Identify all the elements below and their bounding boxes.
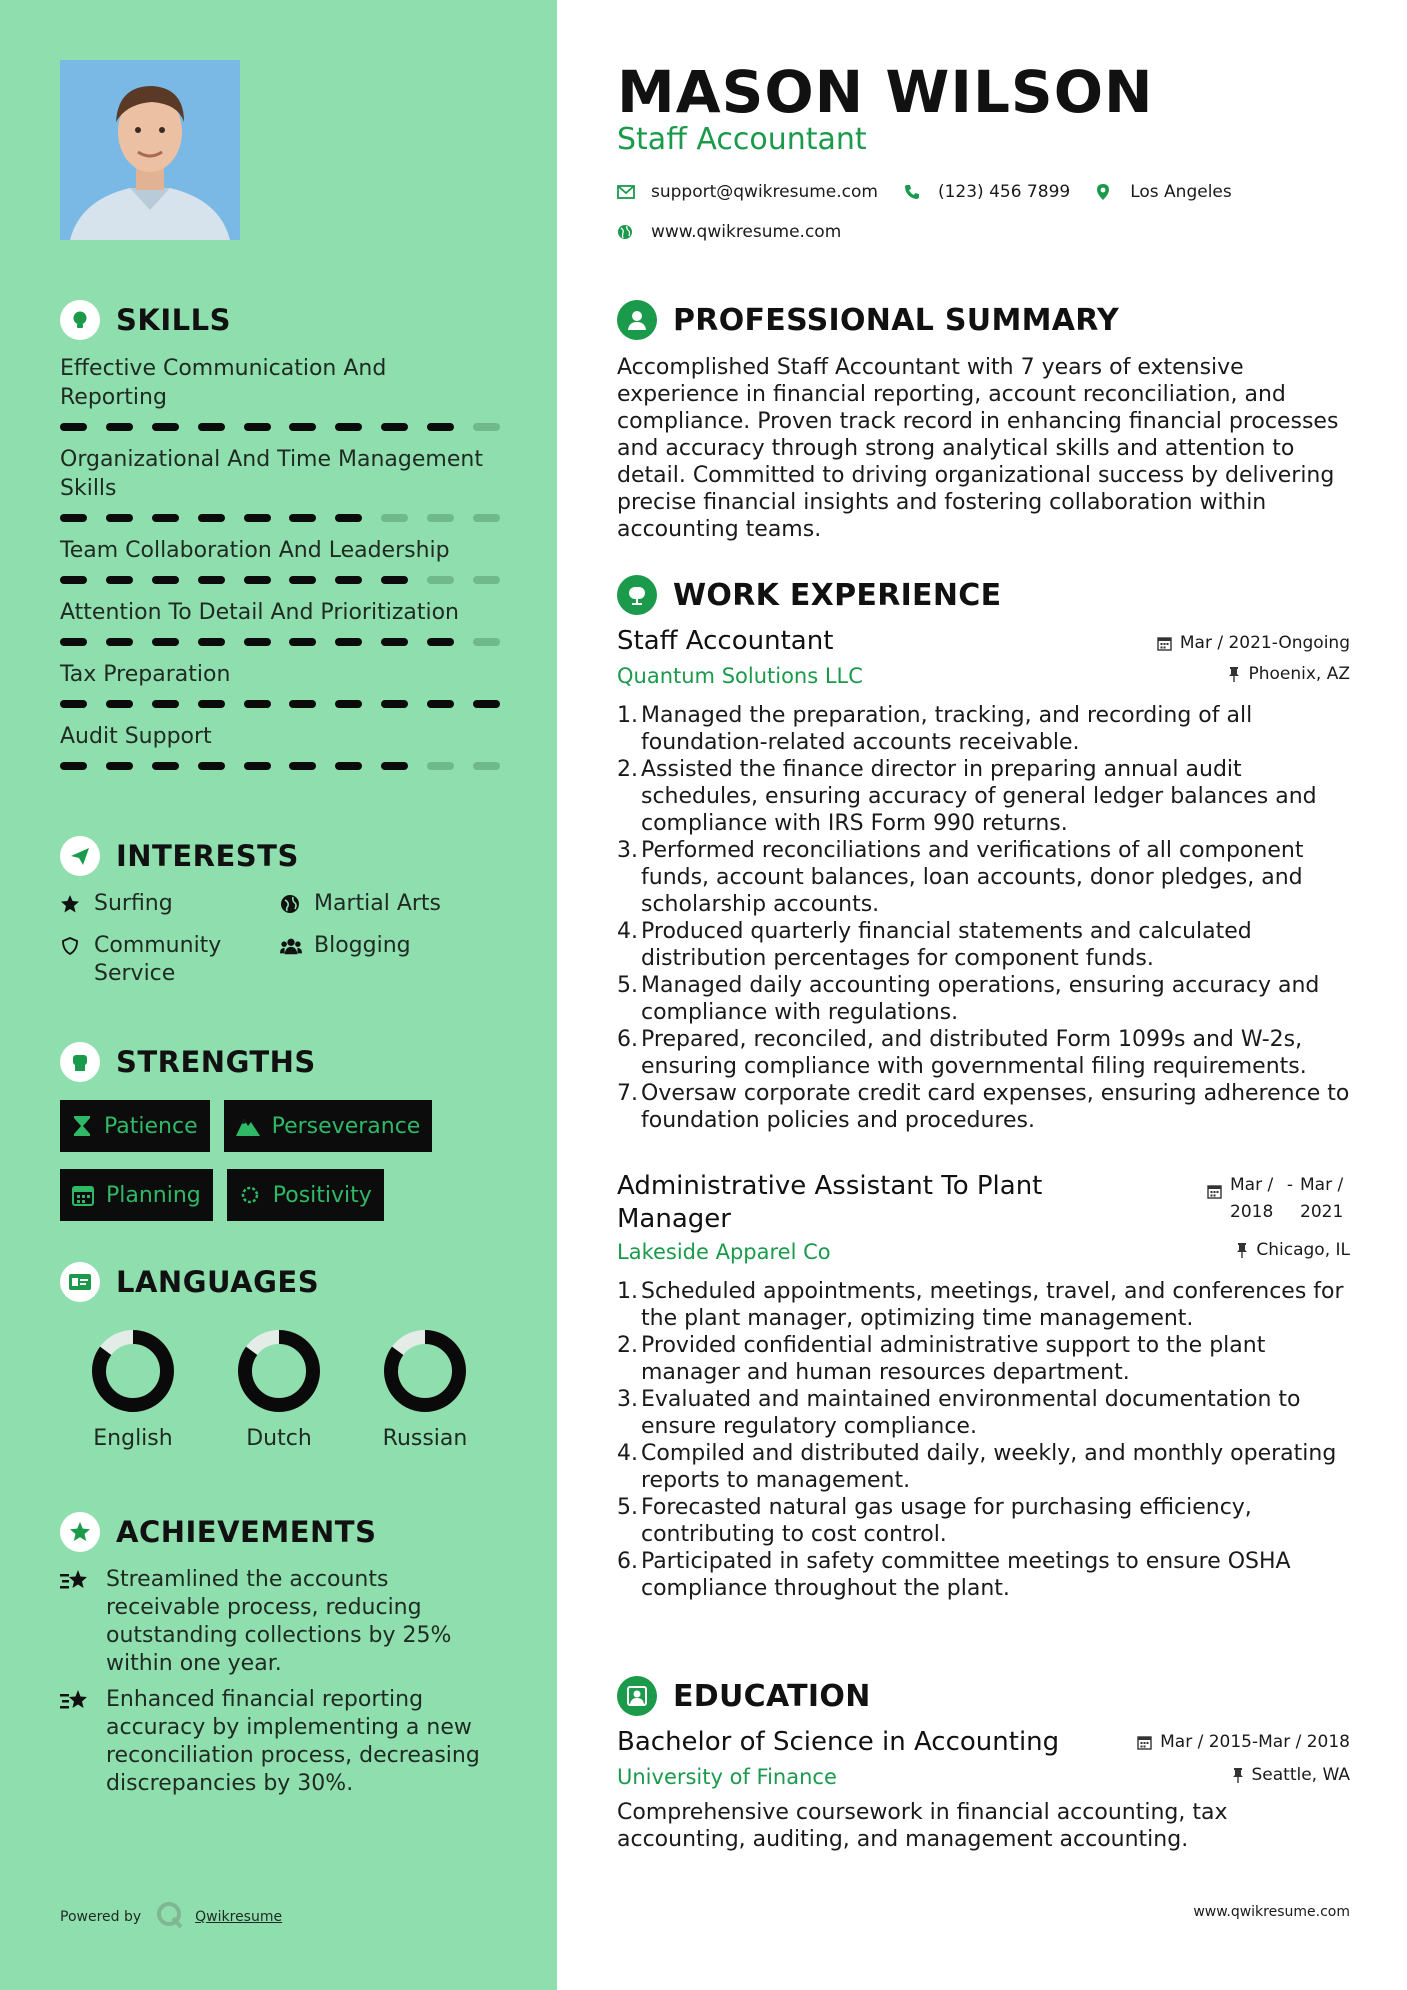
skill-level-dash bbox=[106, 514, 133, 522]
job-location: Phoenix, AZ bbox=[1248, 664, 1350, 684]
skill-level-dash bbox=[198, 762, 225, 770]
graduation-icon bbox=[617, 1676, 657, 1716]
calendar-icon bbox=[1207, 1181, 1222, 1208]
skill-level-dash bbox=[244, 700, 271, 708]
skill-level-dash bbox=[106, 576, 133, 584]
skill-level-dash bbox=[427, 762, 454, 770]
degree-name: Bachelor of Science in Accounting bbox=[617, 1727, 1060, 1757]
shield-icon bbox=[60, 932, 82, 960]
language-item bbox=[206, 1328, 352, 1451]
email-contact[interactable]: support@qwikresume.com bbox=[617, 182, 878, 202]
skill-level-dash bbox=[60, 700, 87, 708]
calendar-icon bbox=[72, 1184, 94, 1206]
bullet-item: 2. Provided confidential administrative support to the plant manager and human resources department. bbox=[617, 1333, 1266, 1385]
summary-text: Accomplished Staff Accountant with 7 years of extensive experience in financial reporting, account reconciliation, and compliance. Proven track record in enhancing financial processes and accuracy through strong analytical skills and attention to detail. Committed to driving organizational success by delivering precise financial insights and fostering collaboration within accounting teams. bbox=[617, 355, 1339, 542]
bullet-item: 5. Forecasted natural gas usage for purchasing efficiency, contributing to cost control. bbox=[617, 1495, 1252, 1547]
skill-level-dash bbox=[244, 514, 271, 522]
language-item bbox=[60, 1328, 206, 1451]
pushpin-icon bbox=[1232, 1767, 1244, 1783]
skills-section bbox=[60, 300, 500, 770]
skill-item bbox=[60, 354, 500, 431]
skill-item bbox=[60, 598, 500, 646]
qwikresume-link[interactable]: Qwikresume bbox=[195, 1909, 283, 1925]
skill-level-dash bbox=[106, 638, 133, 646]
candidate-name: MASON WILSON bbox=[617, 58, 1154, 126]
hourglass-icon bbox=[72, 1115, 92, 1137]
job-position: Staff Accountant bbox=[617, 626, 834, 656]
skill-level-dash bbox=[289, 576, 316, 584]
skill-level-dash bbox=[106, 762, 133, 770]
language-item bbox=[352, 1328, 498, 1451]
skill-level-dash bbox=[60, 762, 87, 770]
skill-level-dash bbox=[289, 638, 316, 646]
skill-name: Attention To Detail And Prioritization bbox=[60, 600, 459, 625]
bullet-item: 6. Participated in safety committee meetings to ensure OSHA compliance throughout the plant. bbox=[617, 1549, 1291, 1601]
education-dates: Mar / 2015-Mar / 2018 bbox=[1160, 1732, 1350, 1752]
skill-level-dash bbox=[335, 576, 362, 584]
interests-heading: INTERESTS bbox=[116, 839, 299, 873]
achievements-heading: ACHIEVEMENTS bbox=[116, 1515, 377, 1549]
language-proficiency-ring bbox=[90, 1328, 176, 1414]
language-proficiency-ring bbox=[236, 1328, 322, 1414]
skill-name: Effective Communication And Reporting bbox=[60, 356, 387, 410]
interest-item: Surfing bbox=[60, 890, 280, 918]
skill-level-bar bbox=[60, 762, 500, 770]
achievement-item: Streamlined the accounts receivable process, reducing outstanding collections by 25% within one year. bbox=[60, 1566, 500, 1678]
skill-level-dash bbox=[473, 700, 500, 708]
profile-photo bbox=[60, 60, 240, 240]
shooting-star-icon bbox=[60, 1686, 92, 1798]
skill-level-dash bbox=[381, 514, 408, 522]
company-name: Lakeside Apparel Co bbox=[617, 1240, 831, 1264]
skill-level-dash bbox=[473, 514, 500, 522]
skill-name: Team Collaboration And Leadership bbox=[60, 538, 450, 563]
briefcase-icon bbox=[617, 575, 657, 615]
skill-level-bar bbox=[60, 700, 500, 708]
job-entry: Administrative Assistant To Plant Manager Mar / 2018 - Mar / 2021 Lakeside Apparel Co Chicago, IL 1. Scheduled appointments, meetings, travel, and conferences for the plant manager, optimizing time management. 2. Provided confidential administrative support to the plant manager and human resources department. 3. Evaluated and maintained environmental documentation to ensure regulatory compliance. 4. Compiled and distributed daily, weekly, and monthly operating reports to management. 5. Forecasted natural gas usage for purchasing efficiency, contributing to cost control. 6. Participated in safety committee meetings to ensure OSHA compliance throughout the plant. bbox=[617, 1171, 1350, 1601]
skill-level-bar bbox=[60, 423, 500, 431]
strengths-heading: STRENGTHS bbox=[116, 1045, 316, 1079]
skill-level-dash bbox=[427, 638, 454, 646]
language-name: Dutch bbox=[246, 1426, 312, 1451]
bullet-item: 1. Managed the preparation, tracking, and recording of all foundation-related accounts receivable. bbox=[617, 703, 1253, 755]
skill-level-dash bbox=[473, 576, 500, 584]
job-dates: Mar / 2021-Ongoing bbox=[1179, 633, 1350, 653]
skill-item bbox=[60, 536, 500, 584]
fist-icon bbox=[60, 1042, 100, 1082]
bullet-item: 3. Performed reconciliations and verifications of all component funds, account balances, loan accounts, donor pledges, and scholarship accounts. bbox=[617, 838, 1304, 917]
skill-item bbox=[60, 722, 500, 770]
languages-heading: LANGUAGES bbox=[116, 1265, 320, 1299]
skill-level-dash bbox=[198, 638, 225, 646]
user-icon bbox=[617, 300, 657, 340]
skill-level-dash bbox=[198, 700, 225, 708]
skill-level-dash bbox=[289, 762, 316, 770]
strength-chip: Patience bbox=[60, 1100, 210, 1152]
job-end-date: Mar / 2021 bbox=[1300, 1175, 1344, 1222]
bullet-item: 4. Compiled and distributed daily, weekly, and monthly operating reports to management. bbox=[617, 1441, 1337, 1493]
skill-level-dash bbox=[427, 423, 454, 431]
interest-item: Community Service bbox=[60, 932, 280, 988]
envelope-icon bbox=[617, 185, 637, 199]
languages-section bbox=[60, 1262, 500, 1451]
job-start-date: Mar / 2018 bbox=[1230, 1175, 1274, 1222]
summary-section bbox=[617, 298, 1350, 543]
skill-level-dash bbox=[60, 423, 87, 431]
calendar-icon bbox=[1137, 1735, 1152, 1750]
skill-level-dash bbox=[60, 514, 87, 522]
skill-level-dash bbox=[106, 700, 133, 708]
qwikresume-logo-icon bbox=[155, 1900, 185, 1934]
interest-item: Martial Arts bbox=[280, 890, 500, 918]
skill-level-dash bbox=[198, 576, 225, 584]
skill-level-dash bbox=[335, 700, 362, 708]
skill-level-dash bbox=[381, 700, 408, 708]
sun-icon bbox=[239, 1184, 261, 1206]
skill-level-dash bbox=[473, 762, 500, 770]
id-card-icon bbox=[60, 1262, 100, 1302]
pushpin-icon bbox=[1228, 666, 1240, 682]
contact-info bbox=[617, 178, 1350, 258]
skill-level-dash bbox=[381, 423, 408, 431]
skill-level-dash bbox=[60, 576, 87, 584]
job-bullets bbox=[617, 702, 1350, 1134]
map-pin-icon bbox=[1096, 183, 1116, 201]
skill-level-dash bbox=[335, 638, 362, 646]
skill-level-dash bbox=[152, 514, 179, 522]
skill-level-dash bbox=[381, 638, 408, 646]
skill-level-dash bbox=[244, 638, 271, 646]
star-icon bbox=[60, 890, 82, 918]
education-section bbox=[617, 1674, 1350, 1853]
shooting-star-icon bbox=[60, 1566, 92, 1678]
job-entry bbox=[617, 625, 1350, 1134]
users-icon bbox=[280, 932, 302, 960]
interests-section bbox=[60, 836, 500, 988]
experience-heading: WORK EXPERIENCE bbox=[673, 577, 1002, 613]
education-location: Seattle, WA bbox=[1251, 1765, 1350, 1785]
skill-name: Audit Support bbox=[60, 724, 212, 749]
skill-level-dash bbox=[244, 576, 271, 584]
skill-level-dash bbox=[335, 423, 362, 431]
job-location: Chicago, IL bbox=[1256, 1240, 1350, 1260]
skill-level-dash bbox=[198, 423, 225, 431]
skill-level-dash bbox=[381, 576, 408, 584]
pushpin-icon bbox=[1236, 1242, 1248, 1258]
skill-item bbox=[60, 660, 500, 708]
skill-level-dash bbox=[198, 514, 225, 522]
skill-level-dash bbox=[152, 576, 179, 584]
skill-level-dash bbox=[289, 700, 316, 708]
language-name: English bbox=[93, 1426, 173, 1451]
bullet-item: 6. Prepared, reconciled, and distributed Form 1099s and W-2s, ensuring compliance with governmental filing requirements. bbox=[617, 1027, 1307, 1079]
strengths-section bbox=[60, 1042, 500, 1221]
skill-level-bar bbox=[60, 514, 500, 522]
skill-level-dash bbox=[289, 423, 316, 431]
skill-level-dash bbox=[427, 576, 454, 584]
skills-heading: SKILLS bbox=[116, 303, 231, 337]
strength-chip: Planning bbox=[60, 1169, 213, 1221]
skill-level-dash bbox=[244, 423, 271, 431]
skill-level-dash bbox=[335, 514, 362, 522]
skill-level-dash bbox=[244, 762, 271, 770]
phone-icon bbox=[904, 184, 924, 200]
powered-by: Powered by Qwikresume bbox=[60, 1900, 282, 1934]
skill-level-dash bbox=[427, 514, 454, 522]
skill-item bbox=[60, 445, 500, 522]
website-contact[interactable]: www.qwikresume.com bbox=[617, 222, 841, 242]
job-bullets bbox=[617, 1278, 1350, 1602]
star-badge-icon bbox=[60, 1512, 100, 1552]
strength-chip: Positivity bbox=[227, 1169, 384, 1221]
bullet-item: 3. Evaluated and maintained environmental documentation to ensure regulatory compliance. bbox=[617, 1387, 1301, 1439]
lightbulb-icon bbox=[60, 300, 100, 340]
job-title: Staff Accountant bbox=[617, 122, 867, 157]
language-name: Russian bbox=[382, 1426, 468, 1451]
bullet-item: 2. Assisted the finance director in preparing annual audit schedules, ensuring accuracy of general ledger balances and compliance with IRS Form 990 returns. bbox=[617, 757, 1317, 836]
skill-level-dash bbox=[60, 638, 87, 646]
footer-url[interactable]: www.qwikresume.com bbox=[1193, 1904, 1350, 1920]
strength-chip: Perseverance bbox=[224, 1100, 433, 1152]
phone-contact[interactable]: (123) 456 7899 bbox=[904, 182, 1070, 202]
bullet-item: 1. Scheduled appointments, meetings, travel, and conferences for the plant manager, optimizing time management. bbox=[617, 1279, 1344, 1331]
summary-heading: PROFESSIONAL SUMMARY bbox=[673, 302, 1120, 338]
skill-level-dash bbox=[381, 762, 408, 770]
globe-icon bbox=[280, 890, 302, 918]
skill-level-bar bbox=[60, 638, 500, 646]
skill-level-dash bbox=[289, 514, 316, 522]
bullet-item: 4. Produced quarterly financial statements and calculated distribution percentages for component funds. bbox=[617, 919, 1252, 971]
skill-level-dash bbox=[473, 423, 500, 431]
bullet-item: 5. Managed daily accounting operations, ensuring accuracy and compliance with regulations. bbox=[617, 973, 1320, 1025]
sidebar bbox=[0, 0, 557, 1990]
skill-level-dash bbox=[473, 638, 500, 646]
education-description: Comprehensive coursework in financial accounting, tax accounting, auditing, and management accounting. bbox=[617, 1800, 1228, 1852]
interest-item: Blogging bbox=[280, 932, 500, 988]
skill-level-dash bbox=[152, 762, 179, 770]
mountain-icon bbox=[236, 1116, 260, 1136]
bullet-item: 7. Oversaw corporate credit card expenses, ensuring adherence to foundation policies and procedures. bbox=[617, 1081, 1350, 1133]
skill-level-dash bbox=[106, 423, 133, 431]
globe-icon bbox=[617, 224, 637, 240]
paper-plane-icon bbox=[60, 836, 100, 876]
skill-level-dash bbox=[152, 638, 179, 646]
skill-name: Tax Preparation bbox=[60, 662, 231, 687]
location-contact: Los Angeles bbox=[1096, 182, 1232, 202]
achievement-item: Enhanced financial reporting accuracy by implementing a new reconciliation process, decreasing discrepancies by 30%. bbox=[60, 1686, 500, 1798]
school-name: University of Finance bbox=[617, 1765, 837, 1789]
skill-level-dash bbox=[427, 700, 454, 708]
skill-level-dash bbox=[152, 423, 179, 431]
education-heading: EDUCATION bbox=[673, 1678, 871, 1714]
achievements-section bbox=[60, 1512, 500, 1798]
experience-section bbox=[617, 573, 1350, 1602]
calendar-icon bbox=[1157, 636, 1172, 651]
company-name: Quantum Solutions LLC bbox=[617, 664, 863, 688]
skill-name: Organizational And Time Management Skills bbox=[60, 447, 483, 501]
language-proficiency-ring bbox=[382, 1328, 468, 1414]
job-position: Administrative Assistant To Plant Manager bbox=[617, 1171, 1043, 1234]
skill-level-dash bbox=[152, 700, 179, 708]
skill-level-dash bbox=[335, 762, 362, 770]
skill-level-bar bbox=[60, 576, 500, 584]
